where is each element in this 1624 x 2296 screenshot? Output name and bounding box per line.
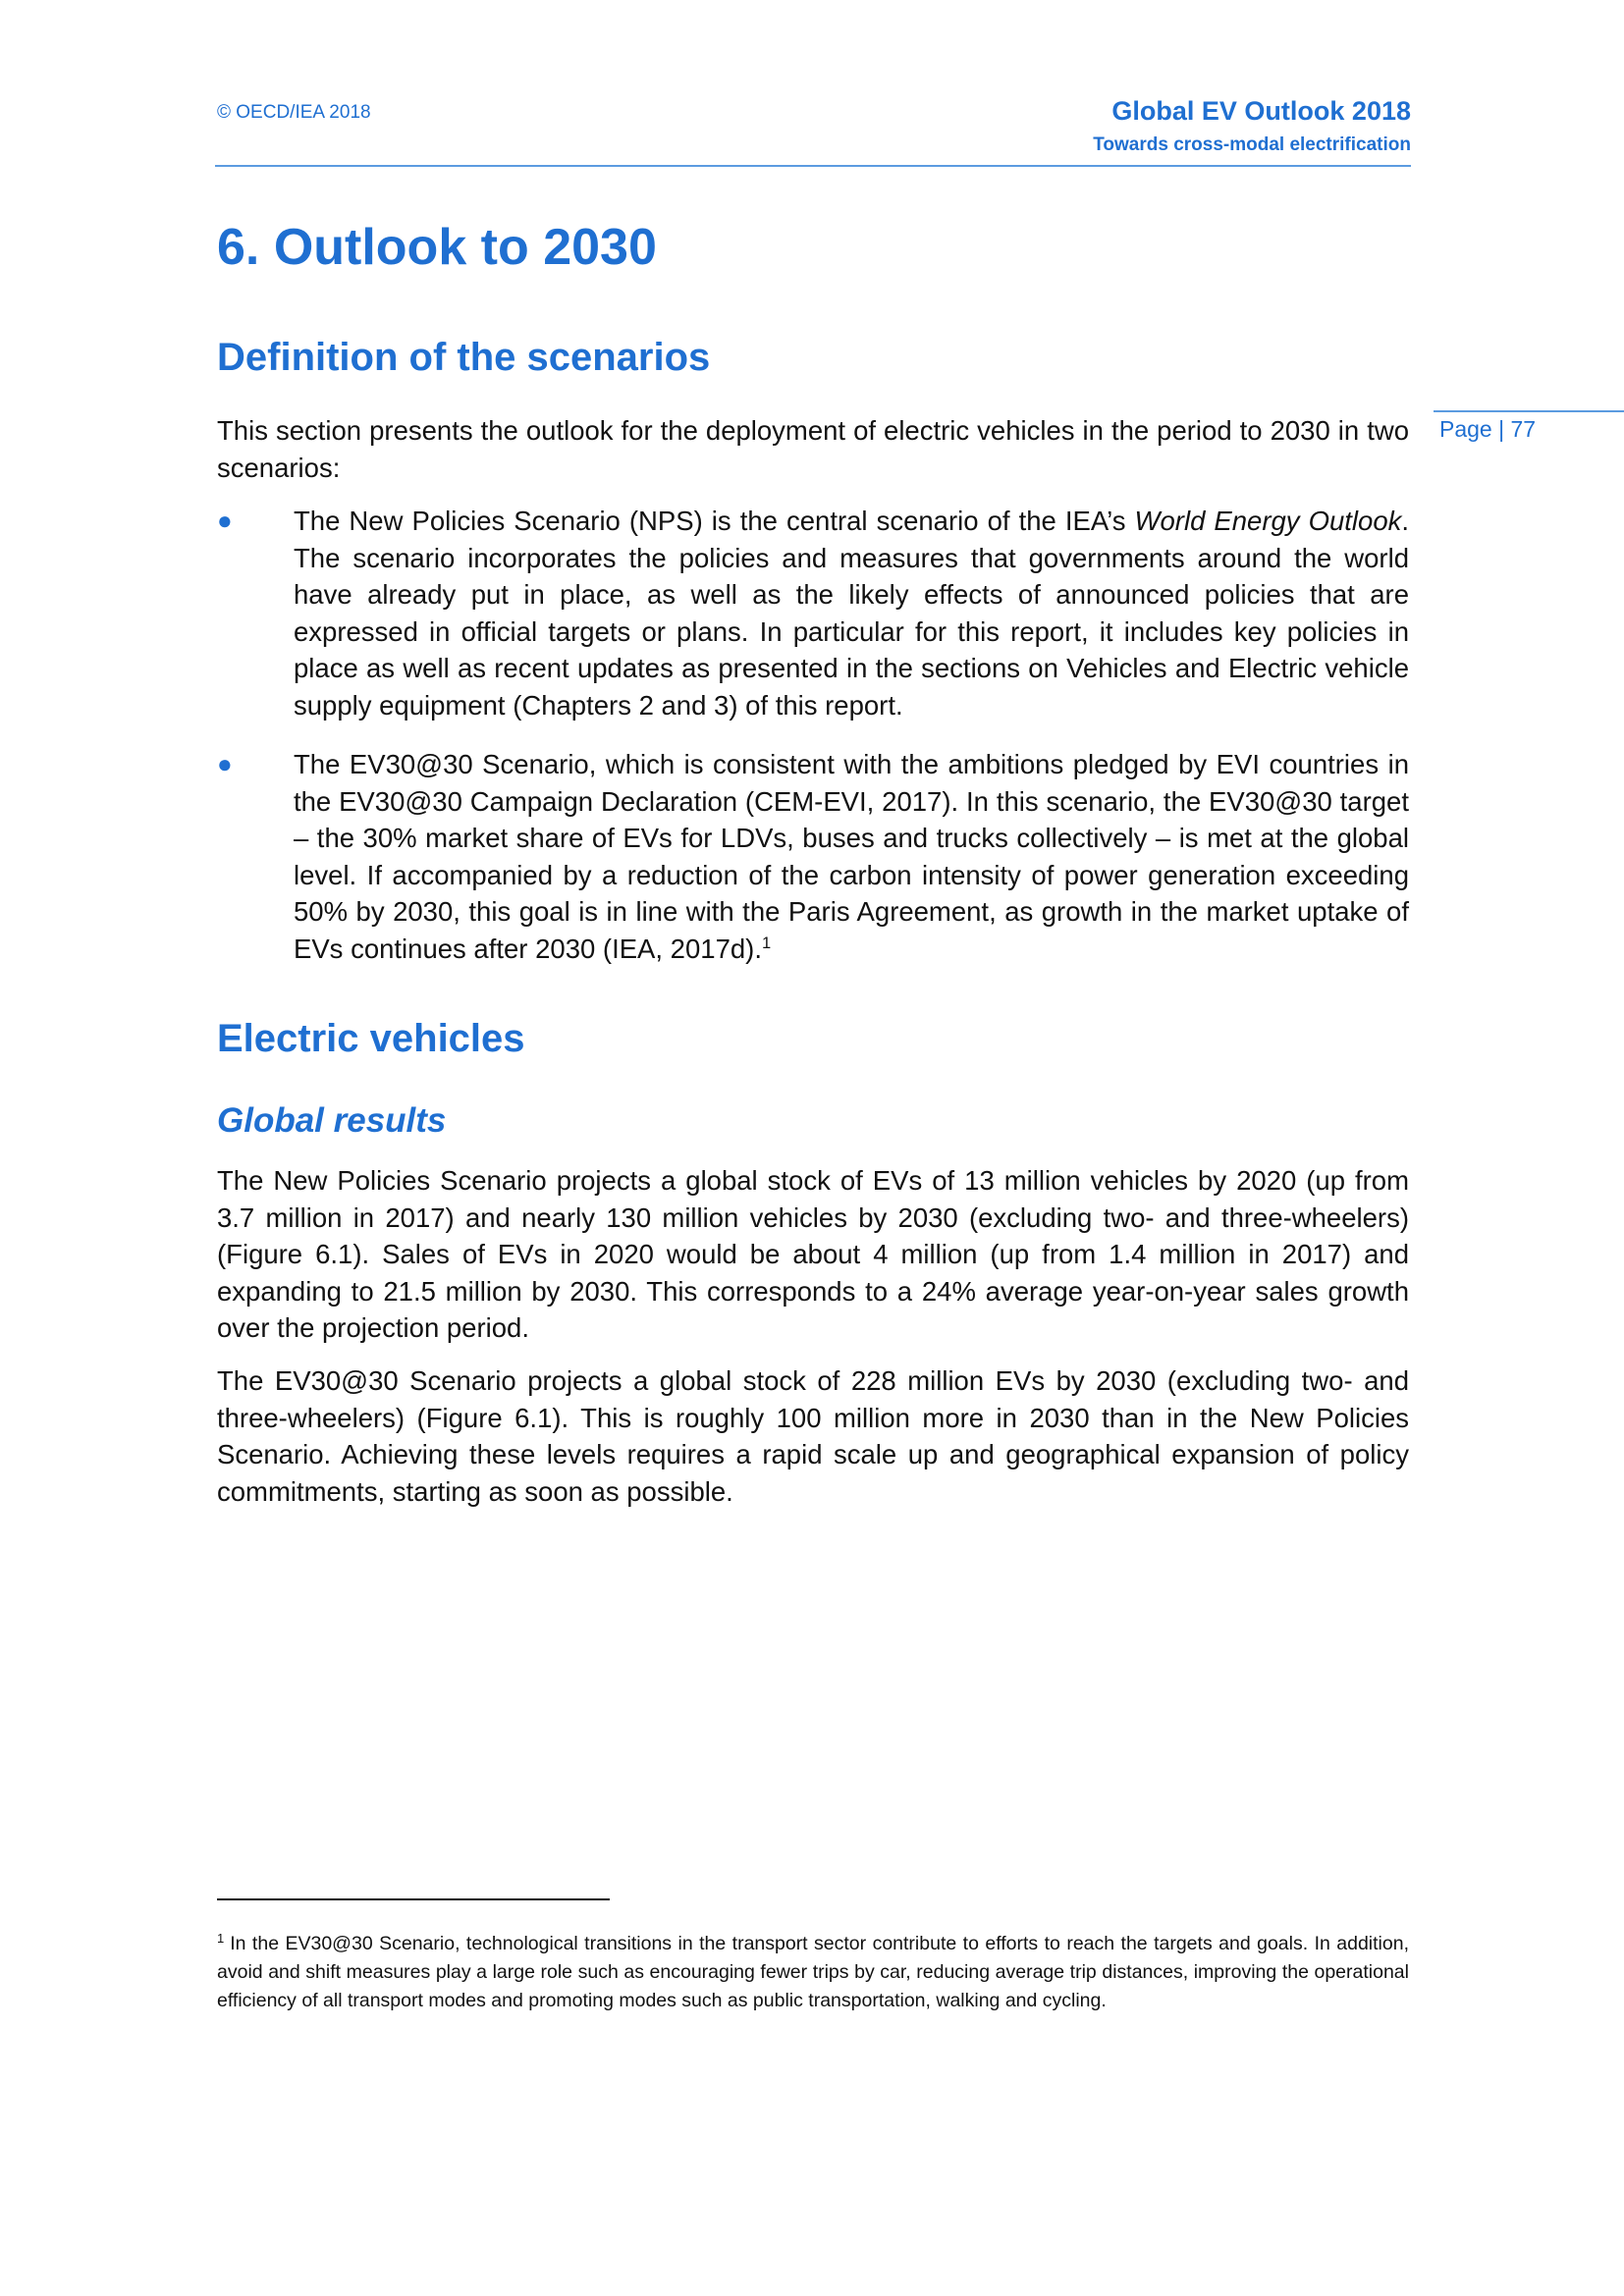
list-item-text (294, 503, 1409, 723)
list-item-text (294, 746, 1409, 967)
list-item (217, 746, 1409, 967)
margin-divider (1434, 410, 1624, 412)
copyright-notice: © OECD/IEA 2018 (217, 102, 371, 123)
list-item-text-part: The New Policies Scenario (NPS) is the central scenario of the IEA’s (294, 506, 1135, 536)
list-item-text-part: . The scenario incorporates the policies and measures that governments around the world have already put in place, as well as the likely effects of announced policies that are expressed in official targets or plans. In particular for this report, it includes key policies in place as well as recent updates as presented in the sections on Vehicles and Electric vehicle supply equipment (Chapters 2 and 3) of this report. (294, 506, 1410, 721)
report-subtitle: Towards cross-modal electrification (1093, 134, 1411, 155)
section-heading-definition: Definition of the scenarios (217, 336, 711, 379)
footnote-text: In the EV30@30 Scenario, technological transitions in the transport sector contribute to efforts to reach the targets and goals. In addition, avoid and shift measures play a large role such as encouraging fewer trips by car, reducing average trip distances, improving the operational efficiency of all transport modes and promoting modes such as public transportation, walking and cycling. (217, 1933, 1409, 2011)
section-heading-electric-vehicles: Electric vehicles (217, 1017, 525, 1060)
paragraph-nps: The New Policies Scenario projects a global stock of EVs of 13 million vehicles by 2020 (up from 3.7 million in 2017) and nearly 130 million vehicles by 2030 (excluding two- and three-wheelers) (Figure 6.1). Sales of EVs in 2020 would be about 4 million (up from 1.4 million in 2017) and expanding to 21.5 million by 2030. This corresponds to a 24% average year-on-year sales growth over the projection period. (217, 1165, 1409, 1343)
chapter-title: 6. Outlook to 2030 (217, 219, 657, 276)
list-item-text-part: The EV30@30 Scenario, which is consistent with the ambitions pledged by EVI countries in the EV30@30 Campaign Declaration (CEM-EVI, 2017). In this scenario, the EV30@30 target – the 30% market share of EVs for LDVs, buses and trucks collectively – is met at the global level. If accompanied by a reduction of the carbon intensity of power generation exceeding 50% by 2030, this goal is in line with the Paris Agreement, as growth in the market uptake of EVs continues after 2030 (IEA, 2017d). (294, 749, 1409, 964)
footnote-reference[interactable]: 1 (761, 934, 772, 952)
paragraph-ev30: The EV30@30 Scenario projects a global stock of 228 million EVs by 2030 (excluding two- and three-wheelers) (Figure 6.1). This is roughly 100 million more in 2030 than in the New Policies Scenario. Achieving these levels requires a rapid scale up and geographical expansion of policy commitments, starting as soon as possible. (217, 1365, 1409, 1507)
footnote (217, 1930, 1409, 2015)
footnote-marker: 1 (217, 1930, 225, 1946)
bullet-dot-icon: ● (217, 749, 233, 778)
header-divider (215, 165, 1411, 167)
subsection-heading-global-results: Global results (217, 1101, 447, 1140)
report-title: Global EV Outlook 2018 (1111, 96, 1411, 126)
footnote-divider (217, 1898, 610, 1900)
publication-title: World Energy Outlook (1134, 506, 1402, 536)
list-item (217, 503, 1409, 723)
intro-paragraph: This section presents the outlook for the deployment of electric vehicles in the period to 2030 in two scenarios: (217, 415, 1409, 483)
page-number: Page | 77 (1439, 416, 1537, 442)
bullet-dot-icon: ● (217, 506, 233, 535)
